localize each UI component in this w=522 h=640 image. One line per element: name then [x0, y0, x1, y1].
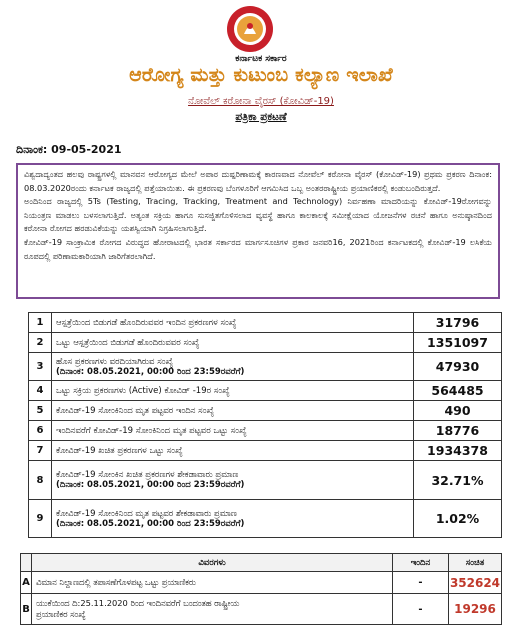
intro-paragraph: ಕೋವಿಡ್-19 ಸಾಂಕ್ರಾಮಿಕ ರೋಗದ ವಿರುದ್ಧದ ಹೋರಾಟದಲ್ಲಿ ಭಾರತ ಸರ್ಕಾರದ ಮಾರ್ಗಸೂಚಿಗಳ ಪ್ರಕಾರ ಜನವರಿ16, 2021ರಿಂದ ಕರ್ನಾಟಕದಲ್ಲಿ ಕೋವಿಡ್-19 ಲಸಿಕೆಯ ರೂಪದಲ್ಲಿ ಪರಿಣಾಮಕಾರಿಯಾಗಿ ಜಾರಿಗೆತರಲಾಗಿದೆ.	[24, 236, 492, 261]
row-description-line: ಪ್ರಯಾಣಿಕರ ಸಂಖ್ಯೆ	[36, 609, 86, 619]
row-key: A	[21, 572, 32, 594]
row-today: -	[393, 594, 449, 625]
row-value: 490	[414, 401, 502, 421]
row-description: ವಿಮಾನ ನಿಲ್ದಾಣದಲ್ಲಿ ತಪಾಸಣೆಗೊಳಪಟ್ಟ ಒಟ್ಟು ಪ್ರಯಾಣಿಕರು	[32, 572, 393, 594]
row-description-date: (ದಿನಾಂಕ: 08.05.2021, 00:00 ರಿಂದ 23:59ರವರೆಗೆ)	[56, 518, 245, 529]
table-row	[29, 421, 502, 441]
table-row	[21, 594, 502, 625]
subtitle: ನೋವೆಲ್ ಕರೋನಾ ವೈರಸ್ (ಕೋವಿಡ್-19)	[188, 96, 334, 107]
row-value: 18776	[414, 421, 502, 441]
row-description	[52, 500, 414, 538]
row-value: 1934378	[414, 441, 502, 461]
row-description	[52, 461, 414, 500]
row-description: ಕೋವಿಡ್-19 ಖಚಿತ ಪ್ರಕರಣಗಳ ಒಟ್ಟು ಸಂಖ್ಯೆ	[52, 441, 414, 461]
intro-box	[16, 163, 500, 299]
department-title: ಆರೋಗ್ಯ ಮತ್ತು ಕುಟುಂಬ ಕಲ್ಯಾಣ ಇಲಾಖೆ	[129, 64, 393, 86]
row-description-line: ಹೊಸ ಪ್ರಕರಣಗಳು ವರದಿಯಾಗಿರುವ ಸಂಖ್ಯೆ	[56, 356, 174, 367]
row-total: 352624	[449, 572, 502, 594]
row-value: 31796	[414, 313, 502, 333]
row-today: -	[393, 572, 449, 594]
press-release-heading: ಪತ್ರಿಕಾ ಪ್ರಕಟಣೆ	[235, 111, 287, 123]
row-value: 32.71%	[414, 461, 502, 500]
row-description-line: ಯುಕೆಯಿಂದ ದಿ:25.11.2020 ರಿಂದ ಇಂದಿನವರೆಗೆ ಬಂದಂತಹ ರಾಷ್ಟ್ರೀಯ	[36, 598, 240, 608]
table-row	[29, 333, 502, 353]
row-number: 7	[29, 441, 52, 461]
row-description: ಇಂದಿನವರೆಗೆ ಕೋವಿಡ್-19 ಸೋಂಕಿನಿಂದ ಮೃತ ಪಟ್ಟವರ ಒಟ್ಟು ಸಂಖ್ಯೆ	[52, 421, 414, 441]
row-total: 19296	[449, 594, 502, 625]
row-description-date: (ದಿನಾಂಕ: 08.05.2021, 00:00 ರಿಂದ 23:59ರವರೆಗೆ)	[56, 366, 245, 377]
row-value: 1.02%	[414, 500, 502, 538]
table-row	[29, 461, 502, 500]
table-row	[29, 381, 502, 401]
header-details: ವಿವರಗಳು	[32, 554, 393, 572]
table-row	[29, 313, 502, 333]
row-number: 4	[29, 381, 52, 401]
table-row	[29, 500, 502, 538]
row-number: 2	[29, 333, 52, 353]
row-number: 3	[29, 353, 52, 381]
table-row	[29, 441, 502, 461]
row-description: ಒಟ್ಟು ಸಕ್ರಿಯ ಪ್ರಕರಣಗಳು (Active) ಕೋವಿಡ್ -19ರ ಸಂಖ್ಯೆ	[52, 381, 414, 401]
row-description-date: (ದಿನಾಂಕ: 08.05.2021, 00:00 ರಿಂದ 23:59ರವರೆಗೆ)	[56, 480, 245, 490]
karnataka-emblem-icon	[225, 4, 275, 54]
intro-paragraph: ವಿಶ್ವದಾದ್ಯಂತದ ಹಲವು ರಾಷ್ಟ್ರಗಳಲ್ಲಿ ಮಾನವನ ಆರೋಗ್ಯದ ಮೇಲೆ ಅಪಾರ ದುಷ್ಪರಿಣಾಮಕ್ಕೆ ಕಾರಣವಾದ ನೋವೆಲ್ ಕರೋನಾ ವೈರಸ್ (ಕೋವಿಡ್-19) ಪ್ರಥಮ ಪ್ರಕರಣ ದಿನಾಂಕ: 08.03.2020ರಂದು ಕರ್ನಾಟಕ ರಾಜ್ಯದಲ್ಲಿ ಪತ್ತೆಯಾಯಿತು. ಈ ಪ್ರಕರಣವು ಬೆಂಗಳೂರಿಗೆ ಆಗಮಿಸಿದ ಒಬ್ಬ ಅಂತರರಾಷ್ಟ್ರೀಯ ಪ್ರಯಾಣಿಕರಲ್ಲಿ ಕಂಡುಬಂದಿರುತ್ತದೆ.	[24, 169, 492, 193]
row-number: 9	[29, 500, 52, 538]
statistics-table	[28, 312, 502, 538]
table-header-row	[21, 554, 502, 572]
row-number: 1	[29, 313, 52, 333]
row-number: 6	[29, 421, 52, 441]
table-row	[29, 401, 502, 421]
release-date: ದಿನಾಂಕ: 09-05-2021	[16, 143, 122, 156]
row-description	[32, 594, 393, 625]
header-total: ಸಂಚಿತ	[449, 554, 502, 572]
header-today: ಇಂದಿನ	[393, 554, 449, 572]
row-description: ಆಸ್ಪತ್ರೆಯಿಂದ ಬಿಡುಗಡೆ ಹೊಂದಿರುವವರ ಇಂದಿನ ಪ್ರಕರಣಗಳ ಸಂಖ್ಯೆ	[52, 313, 414, 333]
row-description: ಕೋವಿಡ್-19 ಸೋಂಕಿನಿಂದ ಮೃತ ಪಟ್ಟವರ ಇಂದಿನ ಸಂಖ್ಯೆ	[52, 401, 414, 421]
row-description	[52, 353, 414, 381]
intro-paragraph: ಅಂದಿನಿಂದ ರಾಜ್ಯದಲ್ಲಿ 5Ts (Testing, Tracing, Tracking, Treatment and Technology) ನಿರ್ವಹಣಾ ಮಾದರಿಯನ್ನು ಕೋವಿಡ್-19ರೋಗವನ್ನು ನಿಯಂತ್ರಣ ಮಾಡಲು ಬಳಸಲಾಗುತ್ತಿದೆ. ಅತ್ಯಂತ ಸಕ್ರಿಯ ಹಾಗೂ ಸುಸಜ್ಜಿತಗೊಳಿಸಲಾದ ವ್ಯವಸ್ಥೆ ಹಾಗೂ ಕಾಲಕಾಲಕ್ಕೆ ಸಮೀಕ್ಷೆಯಾದ ಯೋಜನೆಗಳ ರಚನೆ ಹಾಗೂ ಅನುಷ್ಠಾನದಿಂದ ಕರೋನಾ ರೋಗದ ಹರಡುವಿಕೆಯನ್ನು ಯಶಸ್ವಿಯಾಗಿ ನಿಗ್ರಹಿಸಲಾಗುತ್ತಿದೆ.	[24, 196, 492, 234]
row-description-line: ಕೋವಿಡ್-19 ಸೋಂಕಿನಿಂದ ಮೃತ ಪಟ್ಟವರ ಶೇಕಡಾವಾರು ಪ್ರಮಾಣ	[56, 508, 237, 519]
row-value: 47930	[414, 353, 502, 381]
row-value: 1351097	[414, 333, 502, 353]
table-row	[21, 572, 502, 594]
row-number: 8	[29, 461, 52, 500]
table-row	[29, 353, 502, 381]
row-value: 564485	[414, 381, 502, 401]
row-description: ಒಟ್ಟು ಆಸ್ಪತ್ರೆಯಿಂದ ಬಿಡುಗಡೆ ಹೊಂದಿರುವವರ ಸಂಖ್ಯೆ	[52, 333, 414, 353]
row-key: B	[21, 594, 32, 625]
row-description-line: ಕೋವಿಡ್-19 ಸೋಂಕಿನ ಖಚಿತ ಪ್ರಕರಣಗಳ ಶೇಕಡಾವಾರು ಪ್ರಮಾಣ	[56, 470, 239, 480]
government-label: ಕರ್ನಾಟಕ ಸರ್ಕಾರ	[235, 54, 287, 64]
travel-table	[20, 553, 502, 625]
row-number: 5	[29, 401, 52, 421]
